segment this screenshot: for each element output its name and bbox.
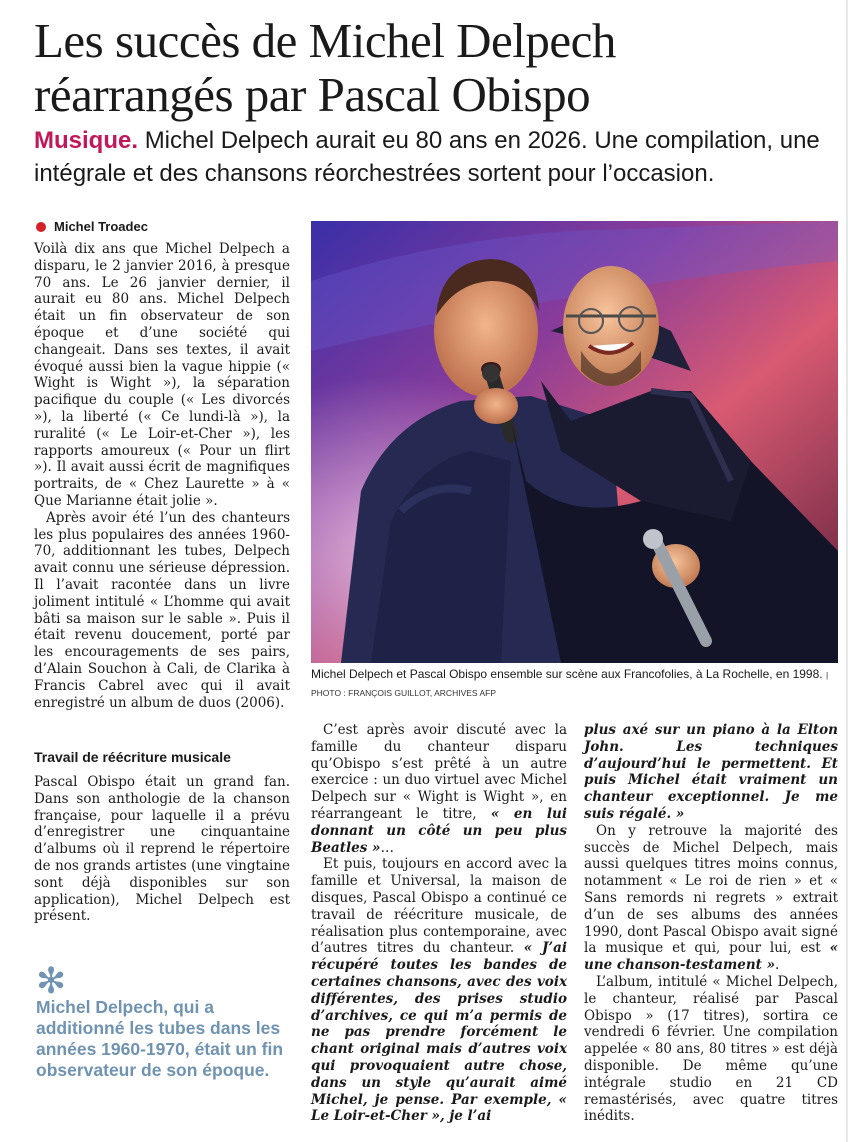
paragraph <box>584 722 838 823</box>
subheading: Travail de réécriture musicale <box>34 749 231 765</box>
paragraph-text: On y retrouve la majorité des succès de Michel Delpech, mais aussi quelques titres moins connus, notamment « Le roi de rien » et « Sans remords ni regrets » extrait d’un de ses albums des années 1990, dont Pascal Obispo avait signé la musique et qui, pour lui, est <box>584 822 838 957</box>
paragraph <box>584 823 838 974</box>
column-2 <box>311 722 567 1125</box>
quote-text: « J’ai récupéré toutes les bandes de certaines chansons, avec des voix différentes, des prises studio d’archives, ce qui m’a permis de ne pas prendre forcément le chant original mais d’autres voix qui provoquaient autre chose, dans un style qu’aurait aimé Michel, je pense. Par exemple, « Le Loir-et-Cher », je l’ai <box>311 940 567 1125</box>
paragraph <box>311 722 567 856</box>
headline: Les succès de Michel Delpech réarrangés par Pascal Obispo <box>34 13 616 122</box>
paragraph-end: … <box>380 839 394 856</box>
standfirst-text: Michel Delpech aurait eu 80 ans en 2026. Une compilation, une intégrale et des chansons réorchestrées sortent pour l’occasion. <box>34 127 820 187</box>
paragraph <box>311 856 567 1125</box>
paragraph: Après avoir été l’un des chanteurs les plus populaires des années 1960-70, additionnant les tubes, Delpech avait connu une sérieuse dépression. Il l’avait racontée dans un livre joliment intitulé « L’homme qui avait bâti sa maison sur le sable ». Puis il était revenu doucement, porté par les encouragements de ses pairs, d’Alain Souchon à Cali, de Clarika à Francis Cabrel avec qui il avait enregistré un album de duos (2006). <box>34 509 290 711</box>
column-1-continued <box>34 774 290 925</box>
paragraph-end: . <box>775 957 780 974</box>
paragraph: L’album, intitulé « Michel Delpech, le chanteur, réalisé par Pascal Obispo » (17 titres), sortira ce vendredi 6 février. Une compilation appelée « 80 ans, 80 titres » est déjà disponible. De même qu’une intégrale studio en 21 CD remastérisés, avec quatre titres inédits. <box>584 973 838 1125</box>
column-3 <box>584 722 838 1125</box>
paragraph: Voilà dix ans que Michel Delpech a disparu, le 2 janvier 2016, à presque 70 ans. Le 26 janvier dernier, il aurait eu 80 ans. Michel Delpech était un fin observateur de son époque et d’une société qui changeait. Dans ses textes, il avait évoqué aussi bien la vague hippie (« Wight is Wight »), la séparation pacifique du couple (« Les divorcés »), la liberté (« Ce lundi-là »), la ruralité (« Le Loir-et-Cher »), les rapports amoureux (« Pour un flirt »). Il avait aussi écrit de magnifiques portraits, de « Chez Laurette » à « Que Marianne était jolie ». <box>34 241 290 509</box>
paragraph-text: C’est après avoir discuté avec la famille du chanteur disparu qu’Obispo s’est prêté à un autre exercice : un duo virtuel avec Michel Delpech sur « Wight is Wight », en réarrangeant le titre, <box>311 722 567 822</box>
paragraph-text: Et puis, toujours en accord avec la famille et Universal, la maison de disques, Pascal Obispo a continué ce travail de réécriture musicale, de réalisation plus contemporaine, avec d’autres titres du chanteur. <box>311 856 567 957</box>
author-name: Michel Troadec <box>54 219 148 234</box>
paragraph: Pascal Obispo était un grand fan. Dans son anthologie de la chanson française, pour laquelle il a prévu d’enregistrer une cinquantaine d’albums où il reprend le répertoire de nos grands artistes (une vingtaine sont déjà disponibles sur son application), Michel Delpech est présent. <box>34 774 290 925</box>
quote-text: plus axé sur un piano à la Elton John. Les techniques d’aujourd’hui le permettent. Et puis Michel était vraiment un chanteur exceptionnel. Je me suis régalé. » <box>584 722 838 822</box>
asterisk-icon: ✻ <box>36 960 67 1001</box>
column-1 <box>34 241 290 711</box>
caption-text: Michel Delpech et Pascal Obispo ensemble sur scène aux Francofolies, à La Rochelle, en 1998. <box>311 667 823 681</box>
quote-text: « une chanson-testament » <box>584 940 838 974</box>
byline <box>36 219 148 234</box>
standfirst <box>34 124 834 190</box>
pull-quote: Michel Delpech, qui a additionné les tubes dans les années 1960-1970, était un fin observateur de son époque. <box>36 997 284 1080</box>
photo-credit: | PHOTO : FRANÇOIS GUILLOT, ARCHIVES AFP <box>311 670 829 698</box>
photo-caption <box>311 666 838 702</box>
byline-dot-icon <box>36 222 46 232</box>
kicker: Musique. <box>34 127 139 154</box>
concert-photo <box>311 221 838 663</box>
quote-text: « en lui donnant un côté un peu plus Beatles » <box>311 805 567 856</box>
